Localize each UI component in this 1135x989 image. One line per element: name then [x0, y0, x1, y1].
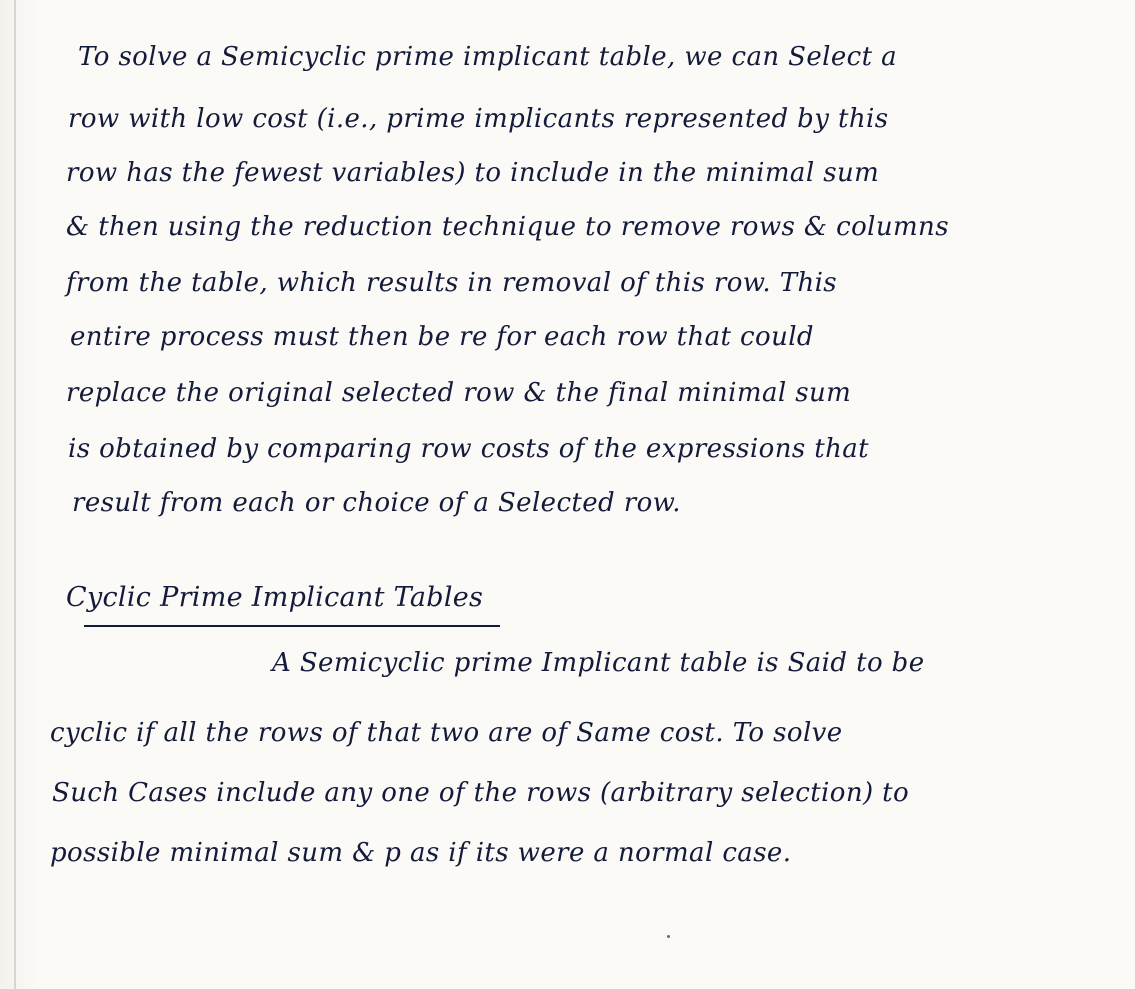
para1-line-1: To solve a Semicyclic prime implicant table, we can Select a: [78, 42, 898, 72]
para2-line-4: possible minimal sum & p as if its were a normal case.: [50, 838, 792, 868]
para2-line-3: Such Cases include any one of the rows (arbitrary selection) to: [52, 778, 910, 808]
heading-underline: [84, 625, 500, 627]
para1-line-7: replace the original selected row & the final minimal sum: [66, 378, 852, 408]
para1-line-6: entire process must then be re for each row that could: [70, 322, 814, 352]
para1-line-2: row with low cost (i.e., prime implicants represented by this: [68, 104, 889, 134]
para1-line-5: from the table, which results in removal of this row. This: [66, 268, 838, 298]
paper-speck: [667, 935, 670, 938]
para1-line-9: result from each or choice of a Selected row.: [72, 488, 681, 518]
para2-line-2: cyclic if all the rows of that two are of Same cost. To solve: [50, 718, 843, 748]
para1-line-4: & then using the reduction technique to remove rows & columns: [66, 212, 949, 242]
section-heading: Cyclic Prime Implicant Tables: [66, 582, 484, 613]
para1-line-8: is obtained by comparing row costs of the expressions that: [68, 434, 869, 464]
page-margin-line: [14, 0, 16, 989]
para1-line-3: row has the fewest variables) to include in the minimal sum: [66, 158, 880, 188]
para2-line-1: A Semicyclic prime Implicant table is Said to be: [272, 648, 925, 678]
